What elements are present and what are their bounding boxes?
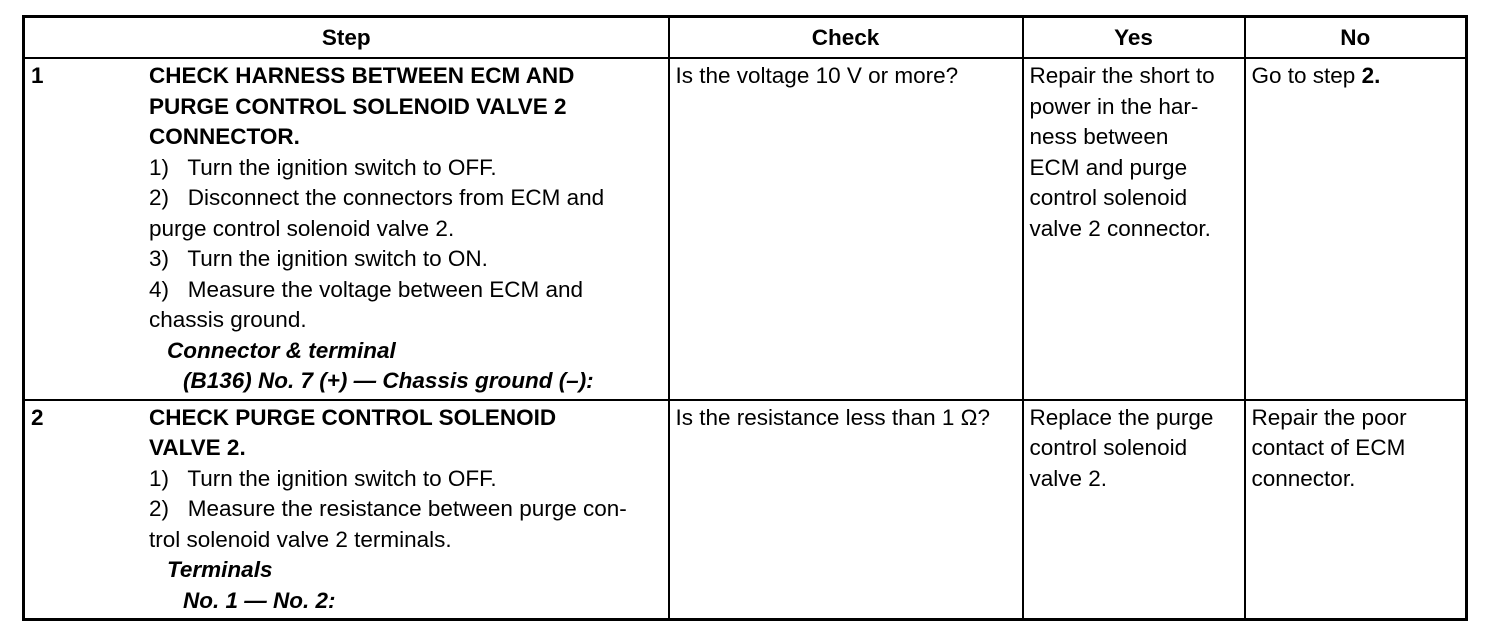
yes-line: ECM and purge [1029, 154, 1188, 180]
instruction-line: 1) Turn the ignition switch to OFF. [149, 465, 497, 491]
step-title-line: CHECK PURGE CONTROL SOLENOID [149, 404, 557, 430]
check-question: Is the voltage 10 V or more? [675, 63, 959, 88]
yes-line: ness between [1029, 124, 1169, 149]
yes-cell [1023, 400, 1245, 620]
step-title-line: PURGE CONTROL SOLENOID VALVE 2 [149, 93, 567, 119]
yes-line: valve 2. [1029, 465, 1108, 491]
spec-label: Connector & terminal [167, 337, 396, 363]
check-cell [669, 58, 1023, 400]
step-cell [24, 58, 669, 400]
spec-value: (B136) No. 7 (+) — Chassis ground (–): [183, 368, 594, 393]
header-check: Check [669, 17, 1023, 59]
yes-line: power in the har- [1029, 93, 1199, 119]
no-cell [1245, 400, 1467, 620]
no-step-ref: 2 [1361, 63, 1375, 88]
header-yes: Yes [1023, 17, 1245, 59]
yes-line: Repair the short to [1029, 63, 1215, 88]
header-no: No [1245, 17, 1467, 59]
step-body [149, 61, 660, 397]
no-line: contact of ECM [1251, 435, 1406, 460]
header-row [24, 17, 1467, 59]
instruction-line: purge control solenoid valve 2. [149, 215, 455, 241]
no-cell [1245, 58, 1467, 400]
table-row [24, 400, 1467, 620]
instruction-line: chassis ground. [149, 307, 307, 332]
yes-line: Replace the purge [1029, 404, 1214, 430]
no-text: Go to step [1251, 63, 1362, 88]
step-title-line: CHECK HARNESS BETWEEN ECM AND [149, 63, 575, 88]
instruction-line: 2) Disconnect the connectors from ECM and [149, 185, 605, 210]
step-cell [24, 400, 669, 620]
instruction-line: 1) Turn the ignition switch to OFF. [149, 154, 497, 180]
instruction-line: 4) Measure the voltage between ECM and [149, 276, 583, 302]
step-body [149, 403, 660, 617]
instruction-line: 3) Turn the ignition switch to ON. [149, 246, 488, 271]
instruction-line: trol solenoid valve 2 terminals. [149, 526, 452, 552]
instruction-line: 2) Measure the resistance between purge con- [149, 496, 627, 521]
check-cell [669, 400, 1023, 620]
spec-label: Terminals [167, 557, 273, 582]
no-suffix: . [1374, 63, 1381, 88]
spec-value: No. 1 — No. 2: [183, 587, 336, 613]
no-line: Repair the poor [1251, 404, 1407, 430]
yes-line: valve 2 connector. [1029, 215, 1211, 241]
check-question: Is the resistance less than 1 Ω? [675, 404, 990, 430]
no-line: connector. [1251, 465, 1356, 491]
yes-line: control solenoid [1029, 435, 1188, 460]
step-title-line: CONNECTOR. [149, 124, 300, 149]
step-number: 1 [31, 63, 44, 88]
header-step: Step [24, 17, 669, 59]
step-title-line: VALVE 2. [149, 435, 246, 460]
step-number: 2 [31, 404, 44, 430]
yes-line: control solenoid [1029, 185, 1188, 210]
table-row [24, 58, 1467, 400]
yes-cell [1023, 58, 1245, 400]
diagnostic-table [22, 15, 1468, 621]
